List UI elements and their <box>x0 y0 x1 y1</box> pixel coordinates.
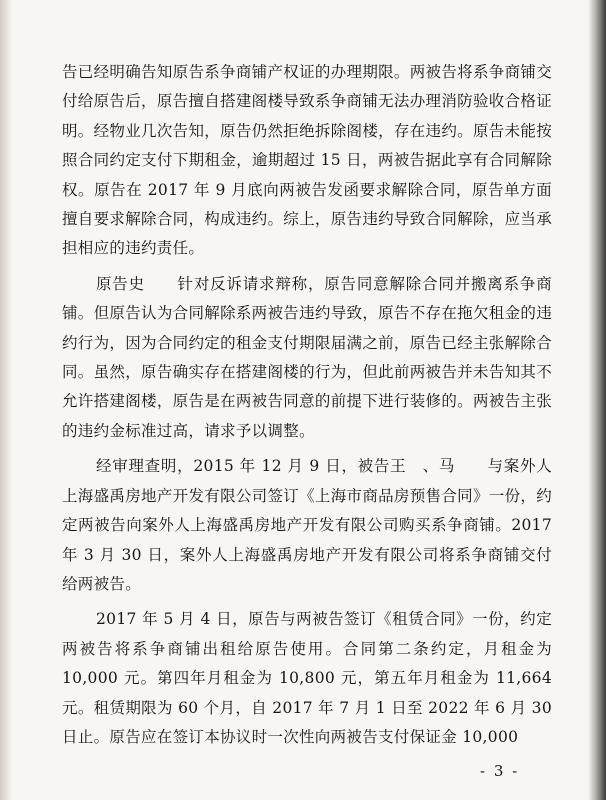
page-number: - 3 - <box>480 762 520 780</box>
scan-shadow-left <box>0 0 12 800</box>
scan-shadow-right <box>588 0 606 800</box>
paragraph-2: 原告史 针对反诉请求辩称，原告同意解除合同并搬离系争商铺。但原告认为合同解除系两被告违约导致，原告不存在拖欠租金的违约行为，因为合同约定的租金支付期限届满之前，原告已经主张解除合同。虽然，原告确实存在搭建阁楼的行为，但此前两被告并未告知其不允许搭建阁楼，原告是在两被告同意的前提下进行装修的。两被告主张的违约金标准过高，请求予以调整。 <box>62 274 552 440</box>
paragraph-4: 2017 年 5 月 4 日，原告与两被告签订《租赁合同》一份，约定两被告将系争商铺出租给原告使用。合同第二条约定，月租金为 10,000 元。第四年月租金为 10,800 元，第五年月租金为 11,664 元。租赁期限为 60 个月，自 2017 年 7 月 1 日至 2022 年 6 月 30 日止。原告应在签订本协议时一次性向两被告支付保证金 10,000 <box>62 610 552 746</box>
paragraph-1: 告已经明确告知原告系争商铺产权证的办理期限。两被告将系争商铺交付给原告后，原告擅自搭建阁楼导致系争商铺无法办理消防验收合格证明。经物业几次告知，原告仍然拒绝拆除阁楼，存在违约。原告未能按照合同约定支付下期租金，逾期超过 15 日，两被告据此享有合同解除权。原告在 2017 年 9 月底向两被告发函要求解除合同，原告单方面擅自要求解除合同，构成违约。综上，原告违约导致合同解除，应当承担相应的违约责任。 <box>62 63 552 258</box>
paragraph-3: 经审理查明，2015 年 12 月 9 日，被告王 、马 与案外人上海盛禹房地产开发有限公司签订《上海市商品房预售合同》一份，约定两被告向案外人上海盛禹房地产开发有限公司购买系争商铺。2017 年 3 月 30 日，案外人上海盛禹房地产开发有限公司将系争商铺交付给两被告。 <box>62 457 552 593</box>
body-text <box>62 58 552 752</box>
